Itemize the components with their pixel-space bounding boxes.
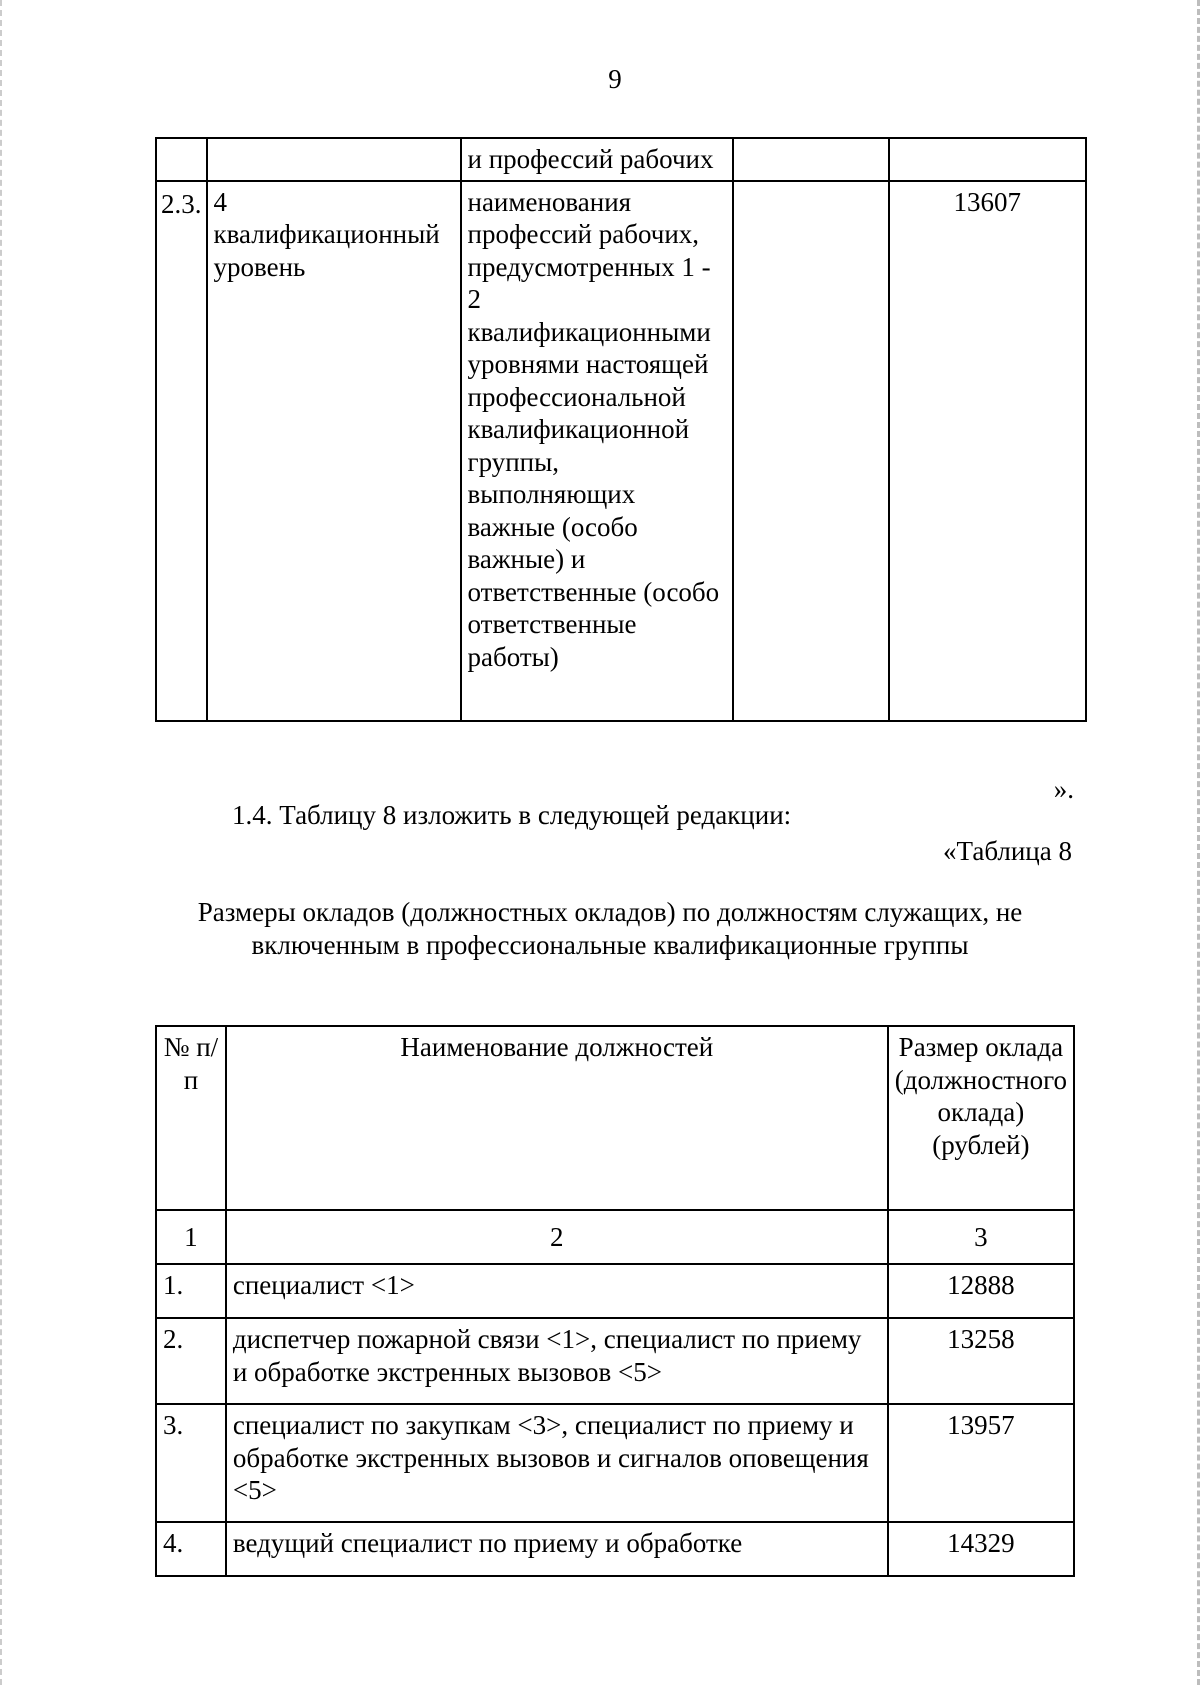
table-row — [156, 1522, 1074, 1576]
table-row — [156, 181, 1086, 721]
position-name: специалист <1> — [226, 1264, 888, 1318]
extra-cell — [733, 181, 889, 721]
salary-value: 12888 — [888, 1264, 1074, 1318]
salary-value: 13957 — [888, 1404, 1074, 1522]
profession-description: и профессий рабочих — [461, 138, 733, 181]
row-number: 3. — [156, 1404, 226, 1522]
header-row — [156, 1026, 1074, 1210]
table-row — [156, 138, 1086, 181]
column-number-row — [156, 1210, 1074, 1264]
salary-table — [155, 1025, 1075, 1577]
header-number: № п/п — [156, 1026, 226, 1210]
row-number: 4. — [156, 1522, 226, 1576]
row-number: 2.3. — [156, 181, 207, 721]
table-row — [156, 1264, 1074, 1318]
profession-description: наименования профессий рабочих, предусмотренных 1 - 2 квалификационными уровнями настоящей профессиональной квалификационной группы, выполняющих важные (особо важные) и ответственные (особо ответственные работы) — [461, 181, 733, 721]
scan-edge-right — [1193, 0, 1200, 1685]
salary-value — [889, 138, 1087, 181]
header-salary: Размер оклада (должностного оклада) (рублей) — [888, 1026, 1074, 1210]
column-number: 3 — [888, 1210, 1074, 1264]
amendment-instruction: 1.4. Таблицу 8 изложить в следующей редакции: — [232, 800, 792, 830]
closing-quote: ». — [1053, 774, 1074, 804]
position-name: диспетчер пожарной связи <1>, специалист по приему и обработке экстренных вызовов <5> — [226, 1318, 888, 1404]
position-name: ведущий специалист по приему и обработке — [226, 1522, 888, 1576]
table-row — [156, 1318, 1074, 1404]
salary-value: 14329 — [888, 1522, 1074, 1576]
page-number: 9 — [608, 64, 622, 94]
extra-cell — [733, 138, 889, 181]
row-number: 1. — [156, 1264, 226, 1318]
salary-value: 13607 — [889, 181, 1087, 721]
salary-value: 13258 — [888, 1318, 1074, 1404]
table-title: Размеры окладов (должностных окладов) по должностям служащих, не включенным в профессиональные квалификационные группы — [197, 897, 1023, 960]
qualification-table — [155, 137, 1087, 722]
header-position-name: Наименование должностей — [226, 1026, 888, 1210]
qualification-level: 4 квалификационный уровень — [207, 181, 461, 721]
table-row — [156, 1404, 1074, 1522]
column-number: 1 — [156, 1210, 226, 1264]
table-label: «Таблица 8 — [943, 836, 1072, 866]
row-number — [156, 138, 207, 181]
position-name: специалист по закупкам <3>, специалист по приему и обработке экстренных вызовов и сигналов оповещения <5> — [226, 1404, 888, 1522]
scan-edge-left — [0, 0, 6, 1685]
row-number: 2. — [156, 1318, 226, 1404]
column-number: 2 — [226, 1210, 888, 1264]
qualification-level — [207, 138, 461, 181]
